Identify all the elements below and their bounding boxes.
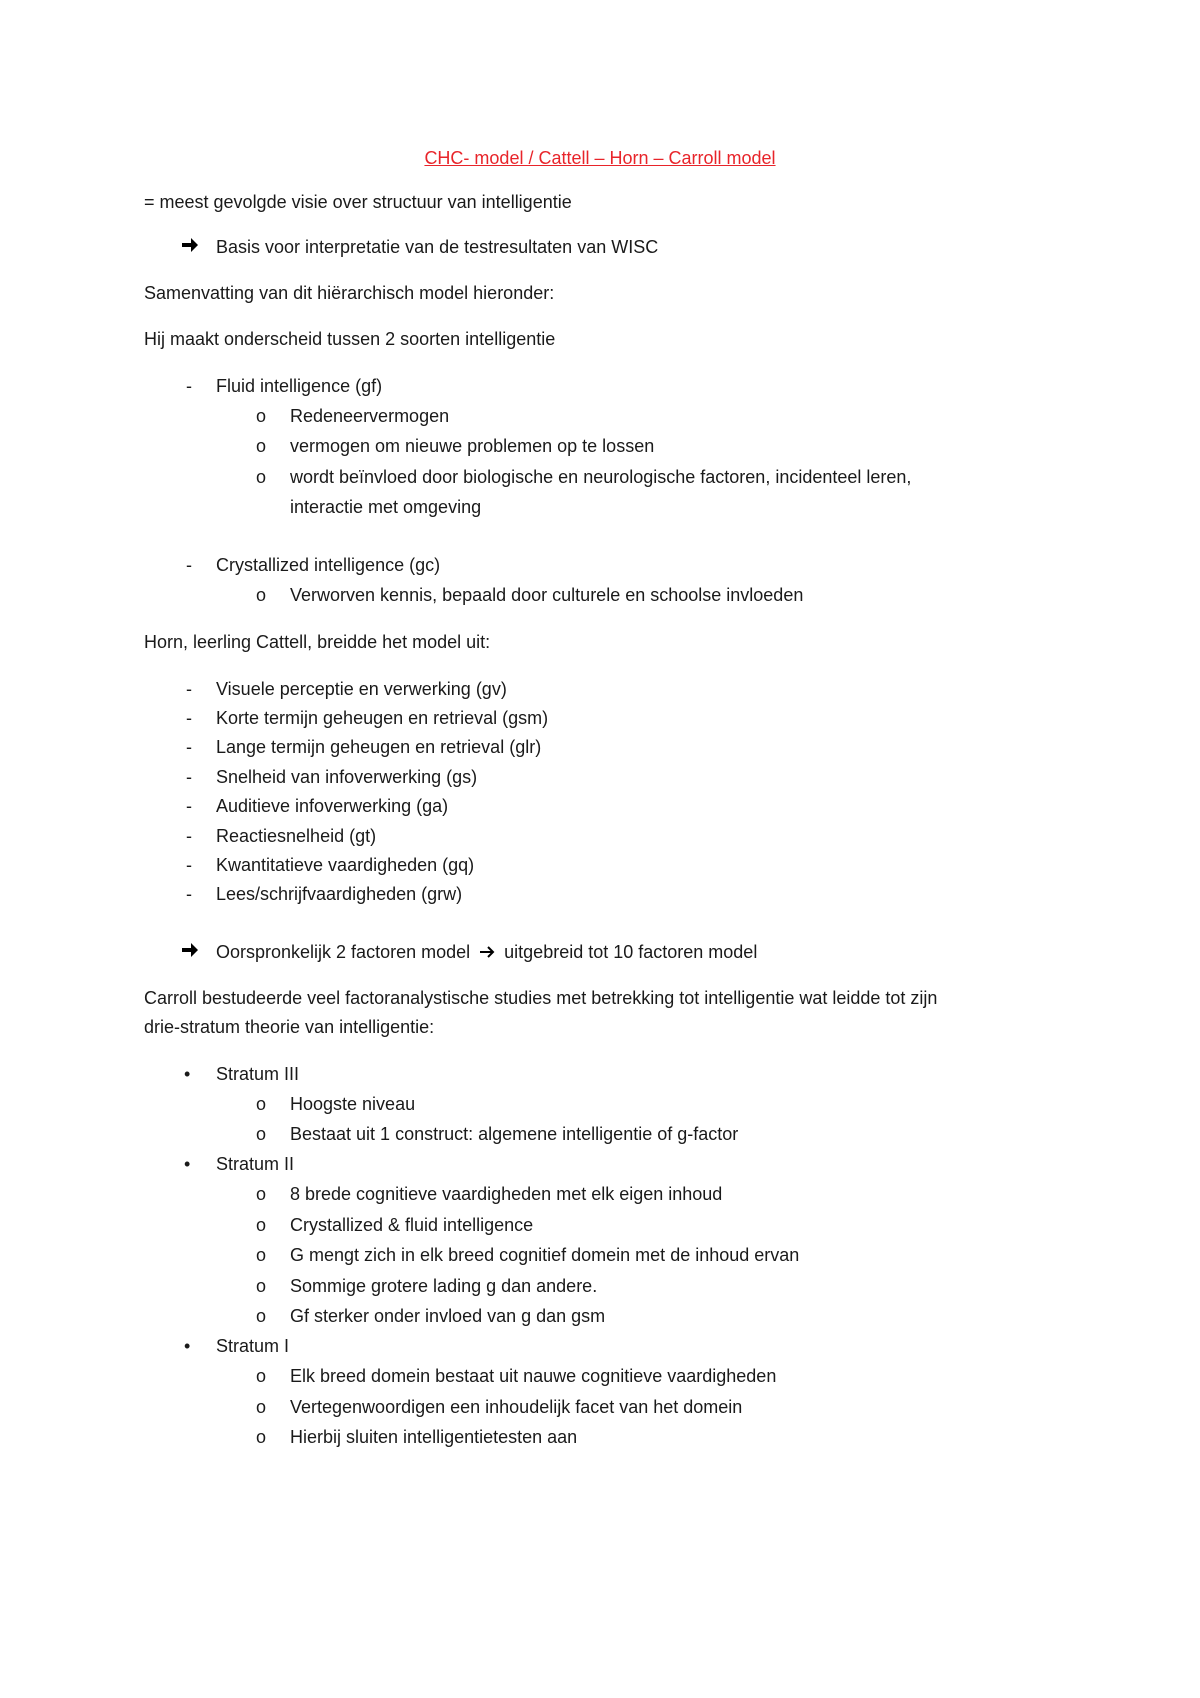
horn-item: Lange termijn geheugen en retrieval (glr) (216, 737, 542, 757)
stratum-item: Elk breed domein bestaat uit nauwe cognitieve vaardigheden (290, 1366, 777, 1386)
bullet-marker: • (184, 1336, 191, 1356)
carroll-line-continued: drie-stratum theorie van intelligentie: (144, 1017, 435, 1037)
stratum-item: Crystallized & fluid intelligence (290, 1215, 534, 1235)
horn-item: Kwantitatieve vaardigheden (gq) (216, 855, 475, 875)
fluid-label: Fluid intelligence (gf) (216, 376, 383, 396)
crystallized-item: Verworven kennis, bepaald door culturele en schoolse invloeden (290, 585, 804, 605)
thin-arrow-right-icon (479, 941, 495, 965)
factors-extended: uitgebreid tot 10 factoren model (504, 942, 758, 962)
horn-intro: Horn, leerling Cattell, breidde het model uit: (144, 632, 491, 652)
document-title: CHC- model / Cattell – Horn – Carroll model (424, 148, 776, 168)
circle-marker: o (256, 1306, 267, 1326)
stratum-item: Bestaat uit 1 construct: algemene intelligentie of g-factor (290, 1124, 739, 1144)
circle-marker: o (256, 585, 267, 605)
circle-marker: o (256, 1366, 267, 1386)
circle-marker: o (256, 1094, 267, 1114)
stratum-item: G mengt zich in elk breed cognitief domein met de inhoud ervan (290, 1245, 800, 1265)
circle-marker: o (256, 1215, 267, 1235)
arrow-right-icon (180, 938, 200, 962)
bullet-marker: • (184, 1064, 191, 1084)
circle-marker: o (256, 406, 267, 426)
circle-marker: o (256, 1245, 267, 1265)
horn-item: Auditieve infoverwerking (ga) (216, 796, 449, 816)
horn-item: Visuele perceptie en verwerking (gv) (216, 679, 507, 699)
arrow-line-factors (216, 940, 757, 965)
circle-marker: o (256, 1427, 267, 1447)
horn-item: Snelheid van infoverwerking (gs) (216, 767, 478, 787)
horn-item: Lees/schrijfvaardigheden (grw) (216, 884, 463, 904)
factors-original: Oorspronkelijk 2 factoren model (216, 942, 471, 962)
fluid-item-continued: interactie met omgeving (290, 497, 482, 517)
fluid-item: Redeneervermogen (290, 406, 450, 426)
stratum-label: Stratum II (216, 1154, 295, 1174)
stratum-item: Hierbij sluiten intelligentietesten aan (290, 1427, 578, 1447)
dash-marker: - (186, 679, 192, 699)
crystallized-label: Crystallized intelligence (gc) (216, 555, 441, 575)
fluid-item: vermogen om nieuwe problemen op te lossen (290, 436, 655, 456)
stratum-label: Stratum I (216, 1336, 290, 1356)
dash-marker: - (186, 555, 192, 575)
bullet-marker: • (184, 1154, 191, 1174)
dash-marker: - (186, 376, 192, 396)
stratum-item: Hoogste niveau (290, 1094, 416, 1114)
circle-marker: o (256, 1184, 267, 1204)
dash-marker: - (186, 737, 192, 757)
distinction-line: Hij maakt onderscheid tussen 2 soorten intelligentie (144, 329, 556, 349)
arrow-line-wisc: Basis voor interpretatie van de testresultaten van WISC (216, 237, 659, 257)
fluid-item: wordt beïnvloed door biologische en neurologische factoren, incidenteel leren, (290, 467, 912, 487)
dash-marker: - (186, 826, 192, 846)
arrow-right-icon (180, 233, 200, 257)
circle-marker: o (256, 1124, 267, 1144)
summary-line: Samenvatting van dit hiërarchisch model hieronder: (144, 283, 555, 303)
dash-marker: - (186, 708, 192, 728)
stratum-item: Gf sterker onder invloed van g dan gsm (290, 1306, 606, 1326)
circle-marker: o (256, 436, 267, 456)
circle-marker: o (256, 467, 267, 487)
dash-marker: - (186, 796, 192, 816)
circle-marker: o (256, 1397, 267, 1417)
stratum-item: 8 brede cognitieve vaardigheden met elk eigen inhoud (290, 1184, 723, 1204)
stratum-item: Sommige grotere lading g dan andere. (290, 1276, 598, 1296)
stratum-label: Stratum III (216, 1064, 300, 1084)
dash-marker: - (186, 884, 192, 904)
dash-marker: - (186, 855, 192, 875)
horn-item: Korte termijn geheugen en retrieval (gsm) (216, 708, 549, 728)
dash-marker: - (186, 767, 192, 787)
intro-line: = meest gevolgde visie over structuur van intelligentie (144, 192, 572, 212)
circle-marker: o (256, 1276, 267, 1296)
carroll-line: Carroll bestudeerde veel factoranalystische studies met betrekking tot intelligentie wat leidde tot zijn (144, 988, 938, 1008)
horn-item: Reactiesnelheid (gt) (216, 826, 377, 846)
stratum-item: Vertegenwoordigen een inhoudelijk facet van het domein (290, 1397, 743, 1417)
